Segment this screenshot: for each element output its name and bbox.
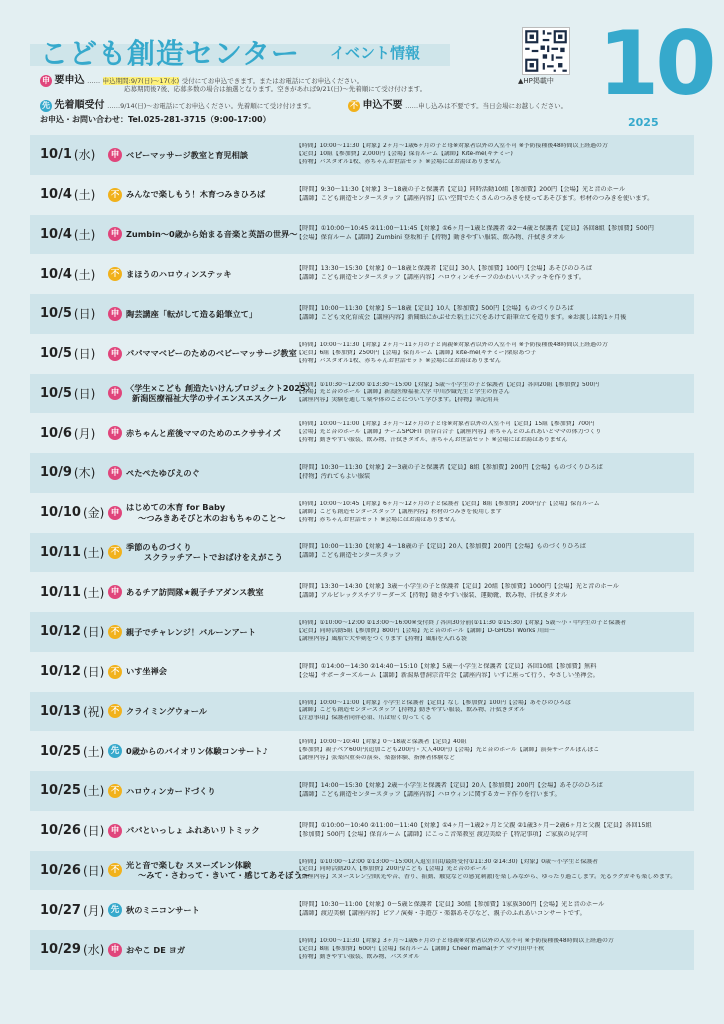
- event-date: [40, 811, 104, 851]
- event-details: [296, 374, 692, 414]
- event-row[interactable]: [30, 493, 694, 533]
- event-row[interactable]: [30, 413, 694, 453]
- event-date-text: 10/12: [40, 624, 81, 640]
- event-name: [126, 771, 294, 811]
- event-weekday: (日): [82, 665, 105, 680]
- event-row[interactable]: [30, 334, 694, 374]
- event-weekday: (祝): [82, 704, 105, 719]
- free-badge-icon: 不: [108, 665, 122, 679]
- legend-apply-dots: ……: [87, 77, 101, 85]
- event-date: [40, 771, 104, 811]
- first-badge-icon: 先: [42, 100, 50, 110]
- event-date-text: 10/27: [40, 902, 81, 918]
- event-name: [126, 493, 294, 533]
- event-detail-line: 【会場】サポーターズルーム【講師】新潟県曹洞宗青年会【講座内容】いすに座って行う、やさしい坐禅会。: [296, 671, 599, 679]
- event-name: [126, 334, 297, 374]
- event-date: [40, 533, 104, 573]
- event-name: [126, 413, 294, 453]
- event-row[interactable]: [30, 771, 694, 811]
- event-date-text: 10/1: [40, 147, 72, 163]
- event-details: [296, 851, 692, 891]
- event-date-text: 10/26: [40, 862, 81, 878]
- qr-code-icon[interactable]: [522, 27, 570, 75]
- event-detail-line: 【時間】10:30〜11:00【対象】0〜5歳と保護者【定員】30組【参加費】1家族300円【会場】光と音のホール: [296, 901, 605, 909]
- event-details: [296, 215, 692, 255]
- event-date: [40, 930, 104, 970]
- event-detail-line: 【講座内容】風船で犬や剣をつくります【持物】風船を入れる袋: [296, 635, 467, 642]
- event-details: [296, 413, 692, 453]
- apply-badge-icon: 申: [108, 466, 122, 480]
- event-date-text: 10/9: [40, 465, 72, 481]
- year-label: 2025: [628, 116, 659, 129]
- event-row[interactable]: [30, 930, 694, 970]
- event-date-text: 10/12: [40, 664, 81, 680]
- legend-free-label: 申込不要: [362, 100, 403, 111]
- event-detail-line: 【時間】①10:00〜10:45 ②11:00〜11:45【対象】①6ヶ月〜1歳と保護者 ②2〜4歳と保護者【定員】各回8組【参加費】500円: [296, 225, 654, 233]
- free-badge-icon: 不: [108, 704, 122, 718]
- free-badge-icon: 不: [108, 545, 122, 559]
- event-detail-line: 【講座内容】弦楽四重奏の演奏、楽器体験、指揮者体験など: [296, 755, 456, 762]
- event-name-line: 親子でチャレンジ！バルーンアート: [126, 626, 256, 637]
- event-name: [126, 612, 294, 652]
- event-detail-line: 【会場】保育ルーム【講師】Zumbini 登坂和子【持物】動きやすい服装、飲み物、汗拭きタオル: [296, 234, 565, 242]
- event-name-line: 新潟医療福祉大学のサイエンスエスクール: [132, 393, 287, 404]
- event-detail-line: 【会場】光と音のホール【講師】新潟医療福祉大学 中川沙織先生と学生の皆さん: [296, 389, 510, 396]
- event-date: [40, 215, 95, 255]
- event-date: [40, 692, 104, 732]
- event-row[interactable]: [30, 692, 694, 732]
- event-name: [126, 652, 294, 692]
- event-detail-line: 【参加費】500円【会場】保育ルーム【講師】にこっこ音楽教室 渡辺美絵子【特記事項】ご家族の見学可: [296, 830, 589, 838]
- event-details: [296, 334, 692, 374]
- event-row[interactable]: [30, 453, 694, 493]
- event-detail-line: 【時間】9:30〜11:30【対象】3〜18歳の子と保護者【定員】同時活動10組【参加費】200円【会場】光と音のホール: [296, 185, 626, 193]
- event-row[interactable]: [30, 811, 694, 851]
- event-weekday: (土): [82, 744, 105, 759]
- event-detail-line: 【時間】①14:00〜14:30 ②14:40〜15:10【対象】5歳〜小学生と保護者【定員】各回10組【参加費】無料: [296, 662, 597, 670]
- legend-apply-line2: [124, 84, 426, 93]
- event-name-line: みんなで楽しもう！木育つみきひろば: [126, 189, 266, 200]
- event-weekday: (土): [73, 227, 96, 242]
- event-date-text: 10/25: [40, 783, 81, 799]
- apply-badge-icon: 申: [108, 307, 122, 321]
- free-badge-icon: 不: [108, 863, 122, 877]
- event-date-text: 10/10: [40, 505, 81, 521]
- event-name: [126, 572, 294, 612]
- event-details: [296, 453, 692, 493]
- event-details: [296, 254, 692, 294]
- event-name: [126, 533, 294, 573]
- event-weekday: (土): [82, 784, 105, 799]
- event-name: [126, 851, 310, 891]
- event-detail-line: 【持物】動きやすい服装、飲み物、バスタオル: [296, 953, 420, 960]
- event-detail-line: 【参加費】親子ペア600円(追加こども200円・大人400円)【会場】光と音のホール【講師】演奏サークルぽんぽこ: [296, 747, 600, 754]
- event-detail-line: 【時間】10:30〜11:30【対象】2〜3歳の子と保護者【定員】8組【参加費】200円【会場】ものづくりひろば: [296, 463, 603, 471]
- event-date-text: 10/5: [40, 306, 72, 322]
- event-weekday: (日): [73, 347, 96, 362]
- apply-badge-icon: 申: [42, 75, 50, 85]
- event-row[interactable]: [30, 215, 694, 255]
- event-name: [126, 175, 294, 215]
- event-detail-line: 【持物】バスタオル1枚、赤ちゃんお世話セット ※会場にはお湯はありません: [296, 357, 501, 364]
- event-name-line: 赤ちゃんと産後ママのためのエクササイズ: [126, 427, 281, 438]
- event-detail-line: 【定員】同時活動20人【参加費】200円/こども【会場】光と音のホール: [296, 866, 488, 873]
- event-details: [296, 890, 692, 930]
- event-name-line: まほうのハロウィンステッキ: [126, 268, 232, 279]
- event-date: [40, 572, 104, 612]
- event-details: [296, 612, 692, 652]
- event-date: [40, 453, 95, 493]
- event-date: [40, 851, 104, 891]
- event-name-line: あるチア訪問隊★親子チアダンス教室: [126, 586, 264, 597]
- event-date-text: 10/4: [40, 226, 72, 242]
- event-row[interactable]: [30, 533, 694, 573]
- apply-badge-icon: 申: [108, 148, 122, 162]
- event-date-text: 10/4: [40, 266, 72, 282]
- free-badge-icon: 不: [350, 100, 358, 110]
- page-title: こども創造センター: [40, 37, 300, 70]
- event-weekday: (金): [82, 506, 105, 521]
- event-name-line: 〜みて・さわって・きいて・感じてあそぼう〜: [138, 870, 310, 881]
- event-row[interactable]: [30, 572, 694, 612]
- event-detail-line: 【講師】こども文化育成会【講座内容】新聞紙にかぶせた粘土に穴をあけて鉛筆立てを造ります。※お渡しは約1ヶ月後: [296, 313, 627, 321]
- event-detail-line: 【持物】汚れてもよい服装: [296, 472, 371, 480]
- event-name: [126, 930, 294, 970]
- event-weekday: (土): [73, 267, 96, 282]
- event-date: [40, 731, 104, 771]
- event-details: [296, 652, 692, 692]
- event-name-line: おやこ DE ヨガ: [126, 944, 186, 955]
- event-detail-line: 【時間】10:00〜11:30【対象】4〜18歳の子【定員】20人【参加費】200円【会場】ものづくりひろば: [296, 543, 586, 551]
- first-badge-icon: 先: [108, 903, 122, 917]
- event-name: [126, 692, 294, 732]
- event-detail-line: 【定員】同時活動5組【参加費】800円【会場】光と音のホール【講師】D-GHOST Works 川田一: [296, 627, 555, 634]
- event-weekday: (月): [73, 426, 96, 441]
- event-name-line: パパといっしょ ふれあいリトミック: [126, 825, 260, 836]
- event-date-text: 10/6: [40, 425, 72, 441]
- month-number: 10: [598, 12, 713, 115]
- event-name: [126, 731, 294, 771]
- event-name: [126, 453, 294, 493]
- event-weekday: (日): [82, 824, 105, 839]
- event-detail-line: 【時間】10:00〜10:45【対象】6ヶ月〜12ヶ月の子と保護者【定員】8組【参加費】200円/子【会場】保育ルーム: [296, 500, 600, 507]
- event-details: [296, 572, 692, 612]
- apply-badge-icon: 申: [108, 347, 122, 361]
- apply-badge-icon: 申: [108, 824, 122, 838]
- event-row[interactable]: [30, 175, 694, 215]
- event-detail-line: 【時間】10:00〜10:40【対象】0〜18歳と保護者【定員】40組: [296, 739, 467, 746]
- event-date: [40, 294, 95, 334]
- event-weekday: (土): [82, 545, 105, 560]
- event-name: [126, 294, 294, 334]
- event-weekday: (日): [73, 307, 96, 322]
- event-detail-line: 【時間】①10:30〜12:00 ②13:30〜15:00【対象】5歳〜小学生の子と保護者【定員】各回20組【参加費】500円: [296, 381, 600, 388]
- event-name: [126, 374, 314, 414]
- event-weekday: (土): [73, 188, 96, 203]
- event-weekday: (日): [82, 625, 105, 640]
- event-weekday: (月): [82, 903, 105, 918]
- event-details: [296, 533, 692, 573]
- event-date: [40, 135, 95, 175]
- qr-label: ▲HP掲載中: [518, 77, 554, 85]
- event-row[interactable]: [30, 851, 694, 891]
- event-name-line: パパママベビーのためのベビーマッサージ教室: [126, 348, 297, 359]
- legend-apply-period: 申込期間:9/7(日)〜17(水): [102, 77, 180, 85]
- event-detail-line: 【時間】①10:00〜12:00 ②13:00〜16:00※受付終了各回30分前(①11:30 ②15:30)【対象】5歳〜小・中学生の子と保護者: [296, 620, 627, 627]
- event-row[interactable]: [30, 135, 694, 175]
- event-row[interactable]: [30, 254, 694, 294]
- legend-first: [40, 96, 315, 112]
- event-date: [40, 612, 104, 652]
- event-name: [126, 254, 294, 294]
- event-weekday: (日): [73, 386, 96, 401]
- event-date: [40, 334, 95, 374]
- event-date-text: 10/25: [40, 743, 81, 759]
- event-detail-line: 【時間】10:00〜11:00【対象】小学生と保護者【定員】なし【参加費】100円【会場】あそびのひろば: [296, 699, 571, 706]
- event-row[interactable]: [30, 374, 694, 414]
- event-detail-line: 【講師】渡辺美樹【講座内容】ピアノ演奏・手遊び・楽器あそびなど、親子のふれあいコンサートです。: [296, 910, 586, 918]
- event-name: [126, 135, 294, 175]
- event-row[interactable]: [30, 890, 694, 930]
- event-name-line: ハロウィンカードづくり: [126, 785, 216, 796]
- event-name-line: 〜つみきあそびと木のおもちゃのこと〜: [138, 512, 286, 523]
- event-list: [30, 135, 694, 970]
- event-detail-line: 【注意事項】保護者同伴必須、爪は短く切ってくる: [296, 715, 432, 722]
- event-name: [126, 215, 298, 255]
- event-details: [296, 731, 692, 771]
- event-date: [40, 890, 104, 930]
- event-detail-line: 【講師】こども創造センタースタッフ【講座内容】ハロウィンに関するカード作りを行います。: [296, 790, 561, 798]
- event-detail-line: 【持物】赤ちゃんお世話セット ※会場にはお湯はありません: [296, 516, 456, 523]
- event-name-line: 〈学生×こども 創造たいけんプロジェクト2025〉: [126, 382, 314, 393]
- legend-free-note: ……申し込みは不要です。当日会場にお越しください。: [405, 102, 568, 110]
- event-detail-line: 【講師】こども創造センタースタッフ【講座内容】広い空間でたくさんのつみきを使ってあそびます。杉材のつみきを使います。: [296, 194, 654, 202]
- event-date: [40, 652, 104, 692]
- free-badge-icon: 不: [108, 188, 122, 202]
- event-detail-line: 【時間】10:00〜11:30【対象】5〜18歳【定員】10人【参加費】500円【会場】ものづくりひろば: [296, 304, 574, 312]
- event-date-text: 10/5: [40, 346, 72, 362]
- event-detail-line: 【時間】①10:00〜12:00 ②13:00〜15:00(入退室自由/最終受付①11:30 ②14:30)【対象】0歳〜小学生と保護者: [296, 858, 598, 865]
- event-name-line: ぺたぺたゆびえのぐ: [126, 467, 200, 478]
- event-detail-line: 【講座内容】実験を通して薬や体のことについて学びます。【持物】筆記用具: [296, 397, 499, 404]
- event-detail-line: 【講師】アルビレックスチアリーダーズ【持物】動きやすい服装、運動靴、飲み物、汗拭きタオル: [296, 592, 568, 600]
- event-date-text: 10/4: [40, 187, 72, 203]
- event-detail-line: 【時間】①10:00〜10:40 ②11:00〜11:40【対象】①4ヶ月〜1歳2ヶ月と父親 ②1歳3ヶ月〜2歳6ヶ月と父親【定員】各回15組: [296, 821, 652, 829]
- event-detail-line: 【講師】こども創造センタースタッフ【講座内容】ハロウィンモチーフのかわいいステッキを作ります。: [296, 274, 585, 282]
- legend-apply-note1: 受付にてお申込できます。またはお電話にてお申込ください。: [181, 77, 364, 85]
- free-badge-icon: 不: [108, 784, 122, 798]
- event-weekday: (水): [73, 148, 96, 163]
- event-date-text: 10/29: [40, 942, 81, 958]
- event-date-text: 10/26: [40, 823, 81, 839]
- event-detail-line: 【講師】こども創造センタースタッフ【講座内容】杉材のつみきを使用します: [296, 508, 502, 515]
- apply-badge-icon: 申: [108, 227, 122, 241]
- event-details: [296, 692, 692, 732]
- event-name-line: 秋のミニコンサート: [126, 904, 200, 915]
- event-name-line: スクラッチアートでおばけをえがこう: [144, 552, 283, 563]
- event-details: [296, 811, 692, 851]
- legend-free: [348, 96, 567, 112]
- event-detail-line: 【時間】10:00〜11:30【対象】2ヶ月〜1歳6ヶ月の子と母※対象者以外の入室不可 ※予防接種後48時間以上経過の方: [296, 143, 608, 150]
- event-detail-line: 【持物】バスタオル1枚、赤ちゃんお世話セット ※会場にはお湯はありません: [296, 158, 501, 165]
- event-detail-line: 【時間】10:00〜11:00【対象】3ヶ月〜12ヶ月の子と母※対象者以外の入室不可【定員】15組【参加費】700円: [296, 421, 595, 428]
- event-detail-line: 【講座内容】スヌーズレン空間(光や音、香り、振動、触覚などの感覚刺激)を楽しみながら、ゆったり過ごします。光るラグガキも楽しめます。: [296, 874, 677, 881]
- event-name: [126, 811, 294, 851]
- legend-first-note: ……9/14(日)〜お電話にてお申込ください。先着順にて受け付けます。: [107, 102, 315, 110]
- event-detail-line: 【時間】10:00〜11:30【対象】2ヶ月〜11ヶ月の子と両親※対象者以外の入室不可 ※予防接種後48時間以上経過の方: [296, 341, 608, 348]
- event-detail-line: 【時間】10:00〜11:30【対象】3ヶ月〜1歳6ヶ月の子と母親※対象者以外の入室不可 ※予防接種後48時間以上経過の方: [296, 938, 614, 945]
- legend-apply-note2: 応募期間後7後、応募多数の場合は抽選となります。空きがあれば9/21(日)〜先着順にて受け付けます。: [124, 85, 427, 93]
- event-name-line: 0歳からのバイオリン体験コンサート♪: [126, 745, 268, 756]
- event-details: [296, 294, 692, 334]
- event-weekday: (水): [82, 943, 105, 958]
- event-date-text: 10/11: [40, 584, 81, 600]
- event-weekday: (日): [82, 863, 105, 878]
- event-name-line: ベビーマッサージ教室と育児相談: [126, 149, 248, 160]
- event-detail-line: 【講師】こども創造センタースタッフ【持物】動きやすい服装、飲み物、汗拭きタオル: [296, 707, 526, 714]
- page-subtitle: イベント情報: [330, 44, 421, 62]
- event-name: [126, 890, 294, 930]
- event-detail-line: 【時間】14:00〜15:30【対象】2歳〜小学生と保護者【定員】20人【参加費】200円【会場】あそびのひろば: [296, 781, 603, 789]
- event-date: [40, 175, 95, 215]
- event-date: [40, 374, 95, 414]
- event-name-line: 光と音で楽しむ スヌーズレン体験: [126, 859, 252, 870]
- event-weekday: (土): [82, 585, 105, 600]
- apply-badge-icon: 申: [108, 943, 122, 957]
- legend-apply-label: 要申込: [54, 75, 85, 86]
- event-detail-line: 【講師】こども創造センタースタッフ: [296, 552, 401, 560]
- free-badge-icon: 不: [108, 267, 122, 281]
- event-date: [40, 413, 95, 453]
- event-row[interactable]: [30, 612, 694, 652]
- apply-badge-icon: 申: [108, 506, 122, 520]
- event-date: [40, 493, 104, 533]
- event-name-line: Zumbin〜0歳から始まる音楽と英語の世界〜: [126, 229, 298, 240]
- first-badge-icon: 先: [108, 744, 122, 758]
- event-detail-line: 【会場】光と音のホール【講師】チームSPOFIT 渋谷百合子【講座内容】赤ちゃんとのふれあいとママの体力づくり: [296, 429, 602, 436]
- contact-info: お申込・お問い合わせ：Tel.025-281-3715（9:00-17:00）: [40, 115, 271, 124]
- event-detail-line: 【定員】10組【参加費】2,000円【会場】保育ルーム【講師】Kite-me(キテミー): [296, 150, 513, 157]
- event-row[interactable]: [30, 652, 694, 692]
- legend-first-label: 先着順受付: [54, 100, 105, 111]
- event-detail-line: 【時間】13:30〜15:30【対象】0〜18歳と保護者【定員】30人【参加費】100円【会場】あそびのひろば: [296, 265, 593, 273]
- event-name-line: クライミングウォール: [126, 706, 207, 717]
- apply-badge-icon: 申: [108, 386, 122, 400]
- event-details: [296, 930, 692, 970]
- event-name-line: 陶芸講座「転がして造る鉛筆立て」: [126, 308, 258, 319]
- event-details: [296, 493, 692, 533]
- event-row[interactable]: [30, 731, 694, 771]
- event-date-text: 10/13: [40, 703, 81, 719]
- event-date-text: 10/5: [40, 385, 72, 401]
- event-detail-line: 【定員】6組【参加費】2500円【会場】保育ルーム【講師】kite-me(キテミー)栗原あつ子: [296, 349, 537, 356]
- event-details: [296, 135, 692, 175]
- event-row[interactable]: [30, 294, 694, 334]
- event-details: [296, 771, 692, 811]
- free-badge-icon: 不: [108, 625, 122, 639]
- event-details: [296, 175, 692, 215]
- event-name-line: いす坐禅会: [126, 666, 167, 677]
- event-name-line: はじめての木育 for Baby: [126, 501, 226, 512]
- event-weekday: (木): [73, 466, 96, 481]
- apply-badge-icon: 申: [108, 585, 122, 599]
- event-date: [40, 254, 95, 294]
- apply-badge-icon: 申: [108, 426, 122, 440]
- event-detail-line: 【持物】動きやすい服装、飲み物、汗拭きタオル、赤ちゃんお世話セット ※会場にはお湯はありません: [296, 437, 568, 444]
- event-detail-line: 【定員】8組【参加費】600円【会場】保育ルーム【講師】Cheer mama(チア ママ)田中千秋: [296, 945, 545, 952]
- event-date-text: 10/11: [40, 544, 81, 560]
- event-detail-line: 【時間】13:30〜14:30【対象】3歳〜小学生の子と保護者【定員】20組【参加費】1000円【会場】光と音のホール: [296, 583, 619, 591]
- event-name-line: 季節のものづくり: [126, 541, 192, 552]
